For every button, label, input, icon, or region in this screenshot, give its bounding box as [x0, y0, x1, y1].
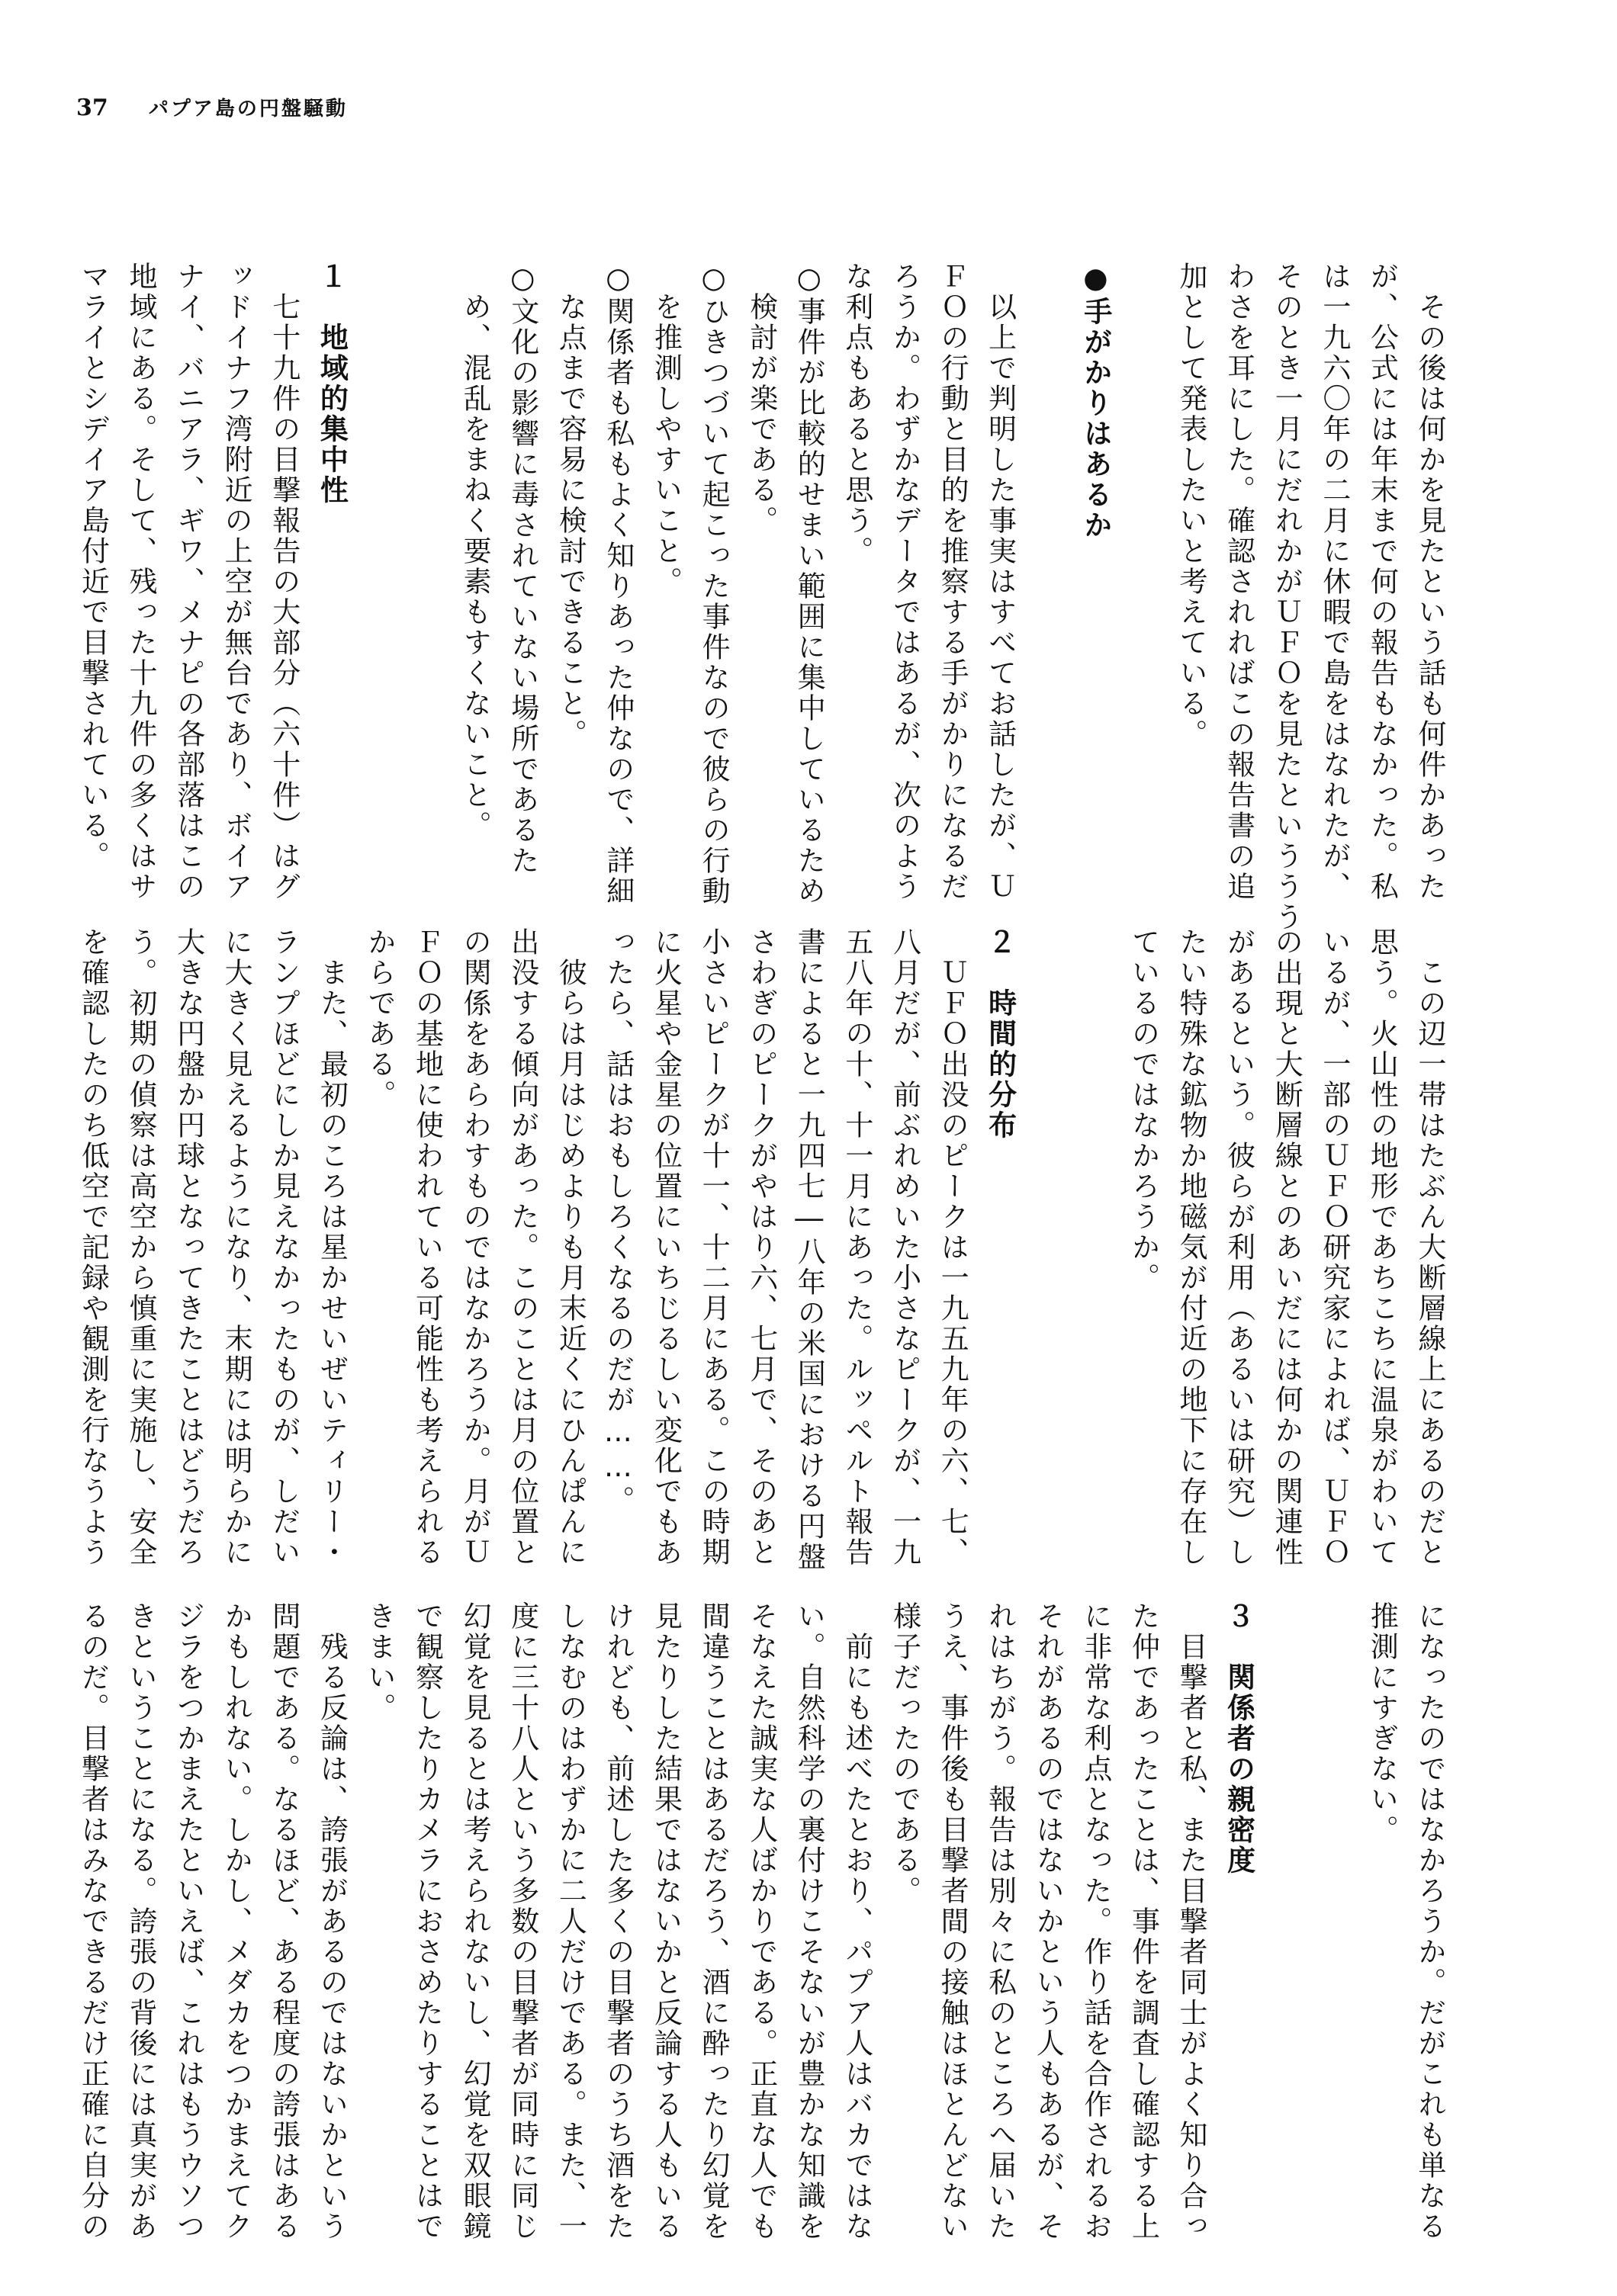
text-line: ッドイナフ湾附近の上空が無台であり、ボイア [220, 262, 253, 902]
text-line: 幻覚を見るとは考えられないし、幻覚を双眼鏡 [458, 1601, 492, 2242]
text-line: た仲であったことは、事件を調査し確認する上 [1127, 1601, 1160, 2242]
text-tier-middle [69, 927, 1453, 1572]
text-line: の関係をあらわすものではなかろうか。月がＵ [458, 927, 492, 1568]
text-line: 出没する傾向があった。このことは月の位置と [506, 927, 539, 1568]
text-line: さわぎのピークがやはり六、七月で、そのあと [744, 927, 778, 1568]
text-line: うえ、事件後も目撃者間の接触はほとんどない [936, 1601, 969, 2242]
section-title: 関係者の親密度 [1222, 1662, 1255, 1876]
text-line: ＦＯの行動と目的を推察する手がかりになるだ [936, 262, 969, 902]
text-line: 検討が楽である。 [744, 262, 778, 536]
text-line: かもしれない。しかし、メダカをつかまえてク [220, 1601, 253, 2242]
text-line: ナイ、バニアラ、ギワ、メナピの各部落はこの [172, 262, 205, 902]
text-line: るのだ。目撃者はみなできるだけ正確に自分の [76, 1601, 110, 2242]
text-line: 様子だったのである。 [888, 1601, 921, 1906]
text-line: ランプほどにしか見えなかったものが、しだい [267, 927, 301, 1568]
text-line: い。自然科学の裏付けこそないが豊かな知識を [792, 1601, 826, 2242]
text-line: この辺一帯はたぶん大断層線上にあるのだと [1413, 927, 1446, 1568]
text-line: 大きな円盤か円球となってきたことはどうだろ [172, 927, 205, 1568]
text-line: ジラをつかまえたといえば、これはもうウソつ [172, 1601, 205, 2242]
text-line: きということになる。誇張の背後には真実があ [124, 1601, 157, 2242]
text-line: を確認したのち低空で記録や観測を行なうよう [76, 927, 110, 1568]
text-line: に火星や金星の位置にいちじるしい変化でもあ [649, 927, 683, 1568]
text-line: ているのではなかろうか。 [1127, 927, 1160, 1293]
text-line: れはちがう。報告は別々に私のところへ届いた [983, 1601, 1017, 2242]
text-line: 思う。火山性の地形であちこちに温泉がわいて [1365, 927, 1399, 1568]
running-header [76, 93, 348, 121]
text-line: 以上で判明した事実はすべてお話したが、Ｕ [983, 262, 1017, 902]
section-number: １ [314, 262, 349, 292]
section-number: ３ [1221, 1601, 1255, 1632]
section-title: ●手がかりはあるか [1079, 262, 1112, 541]
text-line: ○事件が比較的せまい範囲に集中しているため [792, 262, 826, 907]
text-line: 間違うことはあるだろう、酒に酔ったり幻覚を [697, 1601, 731, 2242]
text-line: は一九六〇年の二月に休暇で島をはなれたが、 [1317, 262, 1351, 902]
text-line: な利点もあると思う。 [840, 262, 873, 567]
text-line: ○ひきつづいて起こった事件なので彼らの行動 [697, 262, 731, 907]
text-line: を推測しやすいこと。 [649, 262, 683, 597]
text-line: 地域にある。そして、残った十九件の多くはサ [124, 262, 157, 902]
text-line: そなえた誠実な人ばかりである。正直な人でも [744, 1601, 778, 2242]
text-line: ったら、話はおもしろくなるのだが……。 [601, 927, 635, 1516]
text-line: 七十九件の目撃報告の大部分（六十件）はグ [267, 262, 301, 902]
text-line: う。初期の偵察は高空から慎重に実施し、安全 [124, 927, 157, 1568]
text-line: ろうか。わずかなデータではあるが、次のよう [888, 262, 921, 902]
text-line: が、公式には年末まで何の報告もなかった。私 [1365, 262, 1399, 902]
text-line: 目撃者と私、また目撃者同士がよく知り合っ [1175, 1601, 1208, 2242]
section-heading [1071, 262, 1119, 933]
chapter-title: パプア島の円盤騒動 [148, 98, 348, 120]
text-line: そのとき一月にだれかがＵＦＯを見たといううう [1270, 262, 1304, 933]
text-line: に非常な利点となった。作り話を合作されるお [1079, 1601, 1112, 2242]
text-line: 五八年の十、十一月にあった。ルッペルト報告 [840, 927, 873, 1568]
text-line: に大きく見えるようになり、末期には明らかに [220, 927, 253, 1568]
text-line: からである。 [362, 927, 396, 1110]
text-line: いるが、一部のＵＦＯ研究家によれば、ＵＦＯ [1317, 927, 1351, 1568]
section-title: 地域的集中性 [315, 323, 349, 506]
section-heading [1214, 1601, 1262, 2242]
text-line: 推測にすぎない。 [1365, 1601, 1399, 1845]
text-line: 見たりした結果ではないかと反論する人もいる [649, 1601, 683, 2242]
text-line: な点まで容易に検討できること。 [554, 262, 587, 750]
text-line: けれども、前述した多くの目撃者のうち酒をた [601, 1601, 635, 2242]
section-heading [976, 927, 1024, 1572]
text-line: ＵＦＯ出没のピークは一九五九年の六、七、 [936, 927, 969, 1568]
text-line: になったのではなかろうか。だがこれも単なる [1413, 1601, 1446, 2242]
text-line: 問題である。なるほど、ある程度の誇張はある [267, 1601, 301, 2242]
text-line: きまい。 [362, 1601, 396, 1723]
text-line: ○文化の影響に毒されていない場所であるた [506, 262, 539, 876]
text-line: マライとシデイア島付近で目撃されている。 [76, 262, 110, 872]
text-line: 残る反論は、誇張があるのではないかという [315, 1601, 349, 2242]
text-line: 彼らは月はじめよりも月末近くにひんぱんに [554, 927, 587, 1568]
text-line: 加として発表したいと考えている。 [1175, 262, 1208, 750]
text-tier-bottom [69, 1601, 1453, 2242]
section-heading [307, 262, 355, 933]
text-line: 度に三十八人という多数の目撃者が同時に同じ [506, 1601, 539, 2242]
text-line: しなむのはわずかに二人だけである。また、一 [554, 1601, 587, 2242]
text-line: 八月だが、前ぶれめいた小さなピークが、一九 [888, 927, 921, 1568]
text-tier-top [69, 262, 1453, 933]
text-line: その後は何かを見たという話も何件かあった [1413, 262, 1446, 902]
text-line: の出現と大断層線とのあいだには何かの関連性 [1270, 927, 1304, 1568]
text-line: たい特殊な鉱物か地磁気が付近の地下に存在し [1175, 927, 1208, 1568]
text-line: 前にも述べたとおり、パプア人はバカではな [840, 1601, 873, 2242]
text-line: があるという。彼らが利用（あるいは研究）し [1222, 927, 1255, 1568]
text-line: で観察したりカメラにおさめたりすることはで [410, 1601, 444, 2242]
section-number: ２ [982, 927, 1017, 958]
text-line: わさを耳にした。確認されればこの報告書の追 [1222, 262, 1255, 902]
text-line: め、混乱をまねく要素もすくないこと。 [458, 262, 492, 841]
text-line: 書によると一九四七―八年の米国における円盤 [792, 927, 826, 1572]
text-line: ○関係者も私もよく知りあった仲なので、詳細 [601, 262, 635, 907]
text-line: また、最初のころは星かせいぜいティリー・ [315, 927, 349, 1568]
text-line: それがあるのではないかという人もあるが、そ [1031, 1601, 1065, 2242]
section-title: 時間的分布 [983, 988, 1017, 1141]
text-line: ＦＯの基地に使われている可能性も考えられる [410, 927, 444, 1568]
page-number: 37 [76, 95, 108, 121]
text-line: 小さいピークが十一、十二月にある。この時期 [697, 927, 731, 1568]
